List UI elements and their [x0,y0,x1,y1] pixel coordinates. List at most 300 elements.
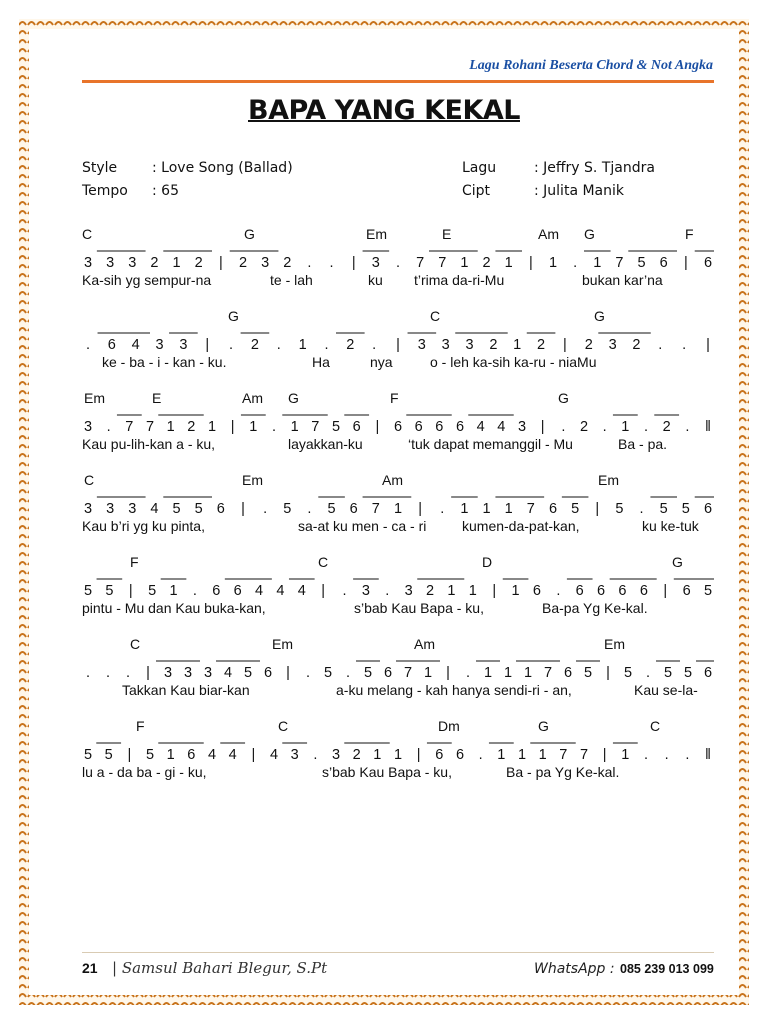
note: 6 [383,665,393,681]
staff-line [82,226,714,296]
note: 4 [476,419,485,435]
note: 5 [637,255,646,271]
bar-line: | [128,583,133,599]
note: 7 [416,255,425,271]
note: 6 [414,419,423,435]
note: 3 [331,747,341,763]
note: 6 [233,583,242,599]
note: 6 [703,501,713,517]
note: . [465,665,471,681]
note: 5 [323,665,333,681]
note: 2 [250,337,259,353]
note: 1 [517,747,527,763]
note: 6 [393,419,403,435]
bar-line: | [286,665,290,681]
note: 6 [703,665,713,681]
note: 7 [371,501,380,517]
chord-row [82,718,714,736]
note: . [305,665,311,681]
chord-symbol: Am [538,226,559,242]
bar-line: | [446,665,450,681]
note: 6 [455,419,465,435]
composer-label: Lagu [462,160,497,176]
note: 4 [131,337,140,353]
note: 5 [172,501,181,517]
note: 1 [538,747,547,763]
note: . [643,747,649,763]
note: . [271,419,277,435]
chord-symbol: F [685,226,694,242]
note: 5 [663,665,673,681]
note: 1 [523,665,533,681]
bar-line: | [563,337,567,353]
note: 3 [417,337,426,353]
note: 7 [579,747,589,763]
note: . [643,419,649,435]
note: . [85,337,91,353]
note: 3 [128,255,137,271]
note: 1 [393,747,403,763]
chord-symbol: D [482,554,493,570]
note: 1 [207,419,217,435]
note: . [556,583,561,599]
lyric-text: te - lah [270,272,313,288]
composer-value: : Jeffry S. Tjandra [534,160,655,176]
note: 2 [238,255,248,271]
chord-symbol: F [130,554,139,570]
note: 4 [207,747,217,763]
note: . [106,419,111,435]
note: 5 [83,583,93,599]
bar-line: | [602,747,607,763]
lyrics-row [82,518,714,536]
note: 2 [482,255,491,271]
note: . [329,255,334,271]
note: 2 [150,255,159,271]
lyric-text: Kau b’ri yg ku pinta, [82,518,205,534]
chord-symbol: Em [84,390,105,406]
bar-line: | [528,255,533,271]
note: 1 [460,255,469,271]
chord-symbol: C [278,718,289,734]
note: 5 [583,665,593,681]
chord-symbol: F [390,390,399,406]
note: 1 [497,747,506,763]
note: 3 [517,419,527,435]
chord-symbol: C [82,226,93,242]
bar-line: | [706,337,710,353]
note: 2 [662,419,671,435]
note: 5 [104,747,113,763]
lyric-text: kumen-da-pat-kan, [462,518,580,534]
note: 1 [166,419,175,435]
bar-line: | [241,501,245,517]
lyric-text: bukan kar’na [582,272,663,288]
note: 6 [187,747,196,763]
note: 4 [497,419,506,435]
bar-line: ‖ [705,747,711,763]
chord-row [82,308,714,326]
note: 3 [163,665,173,681]
note: . [645,665,651,681]
note: . [229,337,234,353]
staff-line [82,390,714,460]
chord-symbol: Dm [438,718,460,734]
note: 1 [513,337,522,353]
note: 4 [228,747,237,763]
footer-rule [82,952,714,953]
tempo-label: Tempo [82,183,128,199]
note: . [440,501,445,517]
lyric-text: lu a - da ba - gi - ku, [82,764,207,780]
chord-symbol: Am [414,636,435,652]
note: 6 [212,583,221,599]
bar-line: ‖ [705,419,711,435]
chord-symbol: E [152,390,162,406]
lyrics-row [82,600,714,618]
note: 7 [615,255,624,271]
note: 1 [511,583,520,599]
staff-line [82,472,714,542]
note: 1 [166,747,175,763]
lyric-text: s’bab Kau Bapa - ku, [322,764,452,780]
bar-line: | [321,583,326,599]
note: 7 [543,665,553,681]
note: . [685,419,690,435]
note: 6 [703,255,713,271]
lyric-text: ‘tuk dapat memanggil - Mu [408,436,573,452]
note: 6 [563,665,573,681]
note: 2 [187,419,196,435]
note: 3 [183,665,193,681]
note: 3 [203,665,213,681]
note: 6 [435,747,444,763]
author-credit: | Samsul Bahari Blegur, S.Pt [112,959,328,977]
note: 7 [438,255,447,271]
chord-row [82,554,714,572]
note: 1 [504,255,513,271]
bar-line: | [251,747,256,763]
note: 2 [632,337,641,353]
note: 1 [373,747,382,763]
note: 5 [145,747,155,763]
note: 1 [468,583,477,599]
note: 7 [311,419,320,435]
note: 5 [105,583,114,599]
note: 1 [621,747,630,763]
note: . [573,255,578,271]
staff-line [82,554,714,624]
bar-line: | [127,747,132,763]
lyrics-row [82,682,714,700]
note: 7 [403,665,413,681]
lyric-text: s’bab Kau Bapa - ku, [354,600,484,616]
chord-symbol: G [584,226,595,242]
lyric-text: ke - ba - i - kan - ku. [102,354,227,370]
note: 1 [460,501,469,517]
bar-line: | [375,419,380,435]
note: 3 [106,501,115,517]
chord-symbol: G [558,390,569,406]
note: . [395,255,401,271]
series-header: Lagu Rohani Beserta Chord & Not Angka [469,58,713,73]
staff-line [82,636,714,706]
style-value: : Love Song (Ballad) [152,160,293,176]
bar-line: | [230,419,235,435]
bar-line: | [396,337,400,353]
note: 3 [179,337,188,353]
chord-symbol: G [228,308,239,324]
lyric-text: pintu - Mu dan Kau buka-kan, [82,600,266,616]
lyric-text: Ba - pa. [618,436,668,452]
chord-symbol: G [672,554,683,570]
note: 3 [465,337,474,353]
note: 7 [559,747,568,763]
note: . [125,665,131,681]
bar-line: | [416,747,421,763]
lyric-text: Kau pu-lih-kan a - ku, [82,436,216,452]
chord-symbol: G [244,226,255,242]
note: 1 [483,665,493,681]
note: 3 [83,255,93,271]
note: . [639,501,644,517]
lyric-text: Ba - pa Yg Ke-kal. [506,764,620,780]
note: 6 [263,665,273,681]
style-label: Style [82,160,118,176]
note: 1 [447,583,456,599]
staff-line [82,718,714,788]
chord-symbol: G [288,390,299,406]
note: 6 [352,419,361,435]
chord-symbol: G [594,308,605,324]
note: 3 [404,583,413,599]
note: 3 [361,583,370,599]
note: . [561,419,566,435]
note: 6 [532,583,541,599]
note: 2 [346,337,355,353]
note: 5 [194,501,203,517]
note: 1 [290,419,299,435]
note: . [313,747,318,763]
note: 5 [615,501,624,517]
note: 6 [575,583,584,599]
lyric-text: Kau se-la- [634,682,698,698]
note: . [342,583,347,599]
note: 3 [441,337,450,353]
note: 4 [269,747,279,763]
note: 5 [571,501,580,517]
note: 5 [283,501,292,517]
note: 1 [621,419,630,435]
note: 1 [504,501,513,517]
note: . [372,337,377,353]
lyric-text: ku ke-tuk [642,518,699,534]
note: 6 [107,337,116,353]
note: 2 [194,255,203,271]
note: 7 [526,501,535,517]
note: 5 [623,665,633,681]
note: 2 [584,337,593,353]
note: 3 [106,255,115,271]
note: 1 [298,337,307,353]
note: 6 [349,501,358,517]
note: . [192,583,197,599]
chord-row [82,636,714,654]
note: . [307,255,312,271]
tempo-value: : 65 [152,183,179,199]
chord-symbol: C [318,554,329,570]
note: 1 [249,419,258,435]
note: 3 [371,255,380,271]
note: 5 [681,501,690,517]
note: 3 [608,337,617,353]
staff-line [82,308,714,378]
note: 1 [393,501,403,517]
chord-row [82,226,714,244]
note: . [602,419,607,435]
bar-line: | [418,501,423,517]
note: 6 [618,583,627,599]
lyric-text: t’rima da-ri-Mu [414,272,505,288]
chord-symbol: Em [242,472,263,488]
note: . [682,337,687,353]
note: 5 [148,583,157,599]
chord-symbol: Am [242,390,263,406]
bar-line: | [205,337,210,353]
note: . [307,501,312,517]
note: 3 [155,337,164,353]
note: . [324,337,329,353]
whatsapp-number: 085 239 013 099 [620,962,714,976]
note: 2 [579,419,589,435]
whatsapp-label: WhatsApp : [534,961,615,977]
bar-line: | [663,583,668,599]
bar-line: | [606,665,610,681]
note: . [685,747,690,763]
note: 1 [548,255,558,271]
note: 5 [243,665,253,681]
note: 2 [426,583,435,599]
note: 2 [283,255,292,271]
note: 6 [682,583,691,599]
lyricist-value: : Julita Manik [534,183,624,199]
note: 4 [150,501,159,517]
note: 6 [216,501,225,517]
lyric-text: Takkan Kau biar-kan [122,682,250,698]
note: . [658,337,663,353]
bar-line: | [218,255,223,271]
lyrics-row [82,436,714,454]
note: 6 [435,419,444,435]
lyric-text: Ha [312,354,330,370]
note: . [478,747,483,763]
note: 3 [261,255,270,271]
header-rule [82,80,714,83]
lyric-text: a-ku melang - kah hanya sendi-ri - an, [336,682,572,698]
note: 2 [352,747,361,763]
chord-symbol: Am [382,472,403,488]
note: 7 [145,419,155,435]
note: 5 [363,665,373,681]
note: 2 [489,337,498,353]
lyric-text: nya [370,354,393,370]
lyrics-row [82,764,714,782]
note: . [345,665,351,681]
note: 4 [254,583,264,599]
note: 2 [537,337,546,353]
chord-symbol: E [442,226,452,242]
note: . [664,747,669,763]
chord-row [82,472,714,490]
note: 1 [169,583,178,599]
note: 3 [83,419,93,435]
note: 3 [128,501,137,517]
note: 5 [327,501,336,517]
note: 4 [223,665,233,681]
chord-symbol: Em [366,226,387,242]
chord-symbol: F [136,718,145,734]
note: 6 [548,501,558,517]
lyrics-row [82,354,714,372]
bar-line: | [351,255,356,271]
lyric-text: ku [368,272,383,288]
chord-symbol: Em [598,472,619,488]
bar-line: | [492,583,497,599]
lyric-text: o - leh ka-sih ka-ru - niaMu [430,354,597,370]
bar-line: | [683,255,688,271]
note: 6 [659,255,668,271]
chord-symbol: C [84,472,95,488]
note: . [85,665,91,681]
note: 6 [639,583,648,599]
chord-symbol: G [538,718,549,734]
note: 6 [455,747,465,763]
note: . [105,665,111,681]
note: 1 [593,255,602,271]
chord-symbol: Em [272,636,293,652]
note: . [276,337,281,353]
chord-symbol: C [430,308,441,324]
note: . [263,501,268,517]
note: 4 [276,583,285,599]
lyric-text: Ba-pa Yg Ke-kal. [542,600,648,616]
note: 7 [125,419,134,435]
note: . [385,583,390,599]
lyric-text: Ka-sih yg sempur-na [82,272,212,288]
note: 4 [297,583,306,599]
note: 1 [172,255,181,271]
note: 3 [83,501,93,517]
lyric-text: layakkan-ku [288,436,363,452]
bar-line: | [146,665,150,681]
note: 1 [482,501,491,517]
note: 6 [597,583,606,599]
lyricist-label: Cipt [462,183,491,199]
note: 5 [703,583,713,599]
note: 5 [83,747,93,763]
lyrics-row [82,272,714,290]
lyric-text: sa-at ku men - ca - ri [298,518,427,534]
note: 5 [331,419,341,435]
chord-symbol: Em [604,636,625,652]
note: 3 [290,747,299,763]
note: 1 [423,665,433,681]
note: 1 [503,665,513,681]
bar-line: | [540,419,545,435]
chord-symbol: C [130,636,141,652]
chord-symbol: C [650,718,661,734]
bar-line: | [595,501,600,517]
